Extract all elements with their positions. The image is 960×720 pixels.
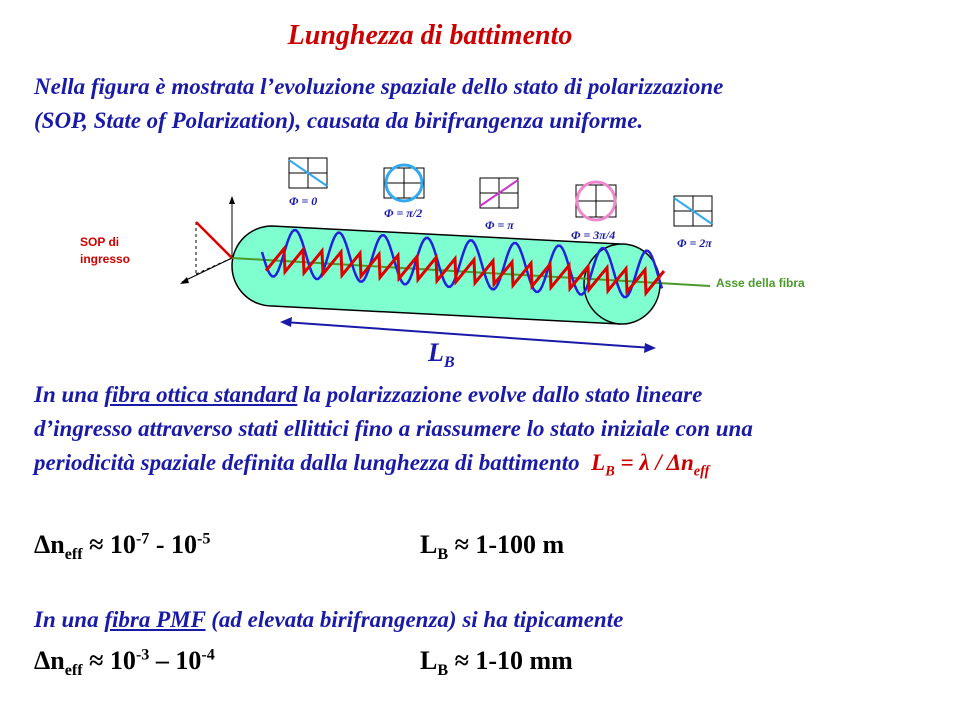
pol-box-3pi-4 — [576, 182, 616, 220]
pmf-dneff: $\Delta n_{eff} \approx 10^{-3} - 10^{-4}$ — [34, 646, 215, 680]
pmf-paragraph: In una fibra PMF (ad elevata birifrangenza) si ha tipicamente — [34, 607, 624, 632]
sop-input-axes — [180, 196, 235, 284]
para2-line-3: periodicità spaziale definita dalla lunghezza di battimento $L_B = \lambda / \Delta n_{eff}$ — [34, 450, 710, 480]
phase-label-3pi-4: Φ = 3π/4 — [571, 228, 616, 242]
intro-line-1: Nella figura è mostrata l’evoluzione spaziale dello stato di polarizzazione — [34, 74, 724, 99]
standard-fiber-paragraph — [34, 378, 753, 489]
phase-label-0: Φ = 0 — [289, 194, 318, 208]
sop-input-label: SOP di ingresso — [80, 235, 131, 266]
fiber-figure — [0, 140, 960, 380]
beat-length-formula: $L_B = \lambda / \Delta n_{eff}$ — [591, 450, 710, 480]
beat-length-label: $L_B$ — [428, 338, 455, 372]
pmf-lb: $L_B \approx 1-10$ mm — [420, 646, 573, 680]
pol-box-pi-half — [384, 165, 424, 201]
page-title: Lunghezza di battimento — [287, 20, 573, 51]
phase-label-2pi: Φ = 2π — [677, 236, 712, 250]
phase-label-pi-half: Φ = π/2 — [384, 206, 423, 220]
pol-box-pi — [480, 178, 518, 208]
pol-box-0 — [289, 158, 327, 188]
intro-line-2: (SOP, State of Polarization), causata da birifrangenza uniforme. — [34, 108, 644, 133]
para2-line-1: In una fibra ottica standard la polarizzazione evolve dallo stato lineare — [34, 382, 703, 407]
standard-fiber-dneff: $\Delta n_{eff} \approx 10^{-7} - 10^{-5}$ — [34, 530, 211, 564]
phase-label-pi: Φ = π — [485, 218, 514, 232]
fiber-axis-label: Asse della fibra — [716, 276, 805, 290]
pol-box-2pi — [674, 196, 712, 226]
intro-paragraph — [34, 70, 723, 138]
para2-line-2: d’ingresso attraverso stati ellittici fino a riassumere lo stato iniziale con una — [34, 416, 753, 441]
standard-fiber-lb: $L_B \approx 1-100$ m — [420, 530, 565, 564]
